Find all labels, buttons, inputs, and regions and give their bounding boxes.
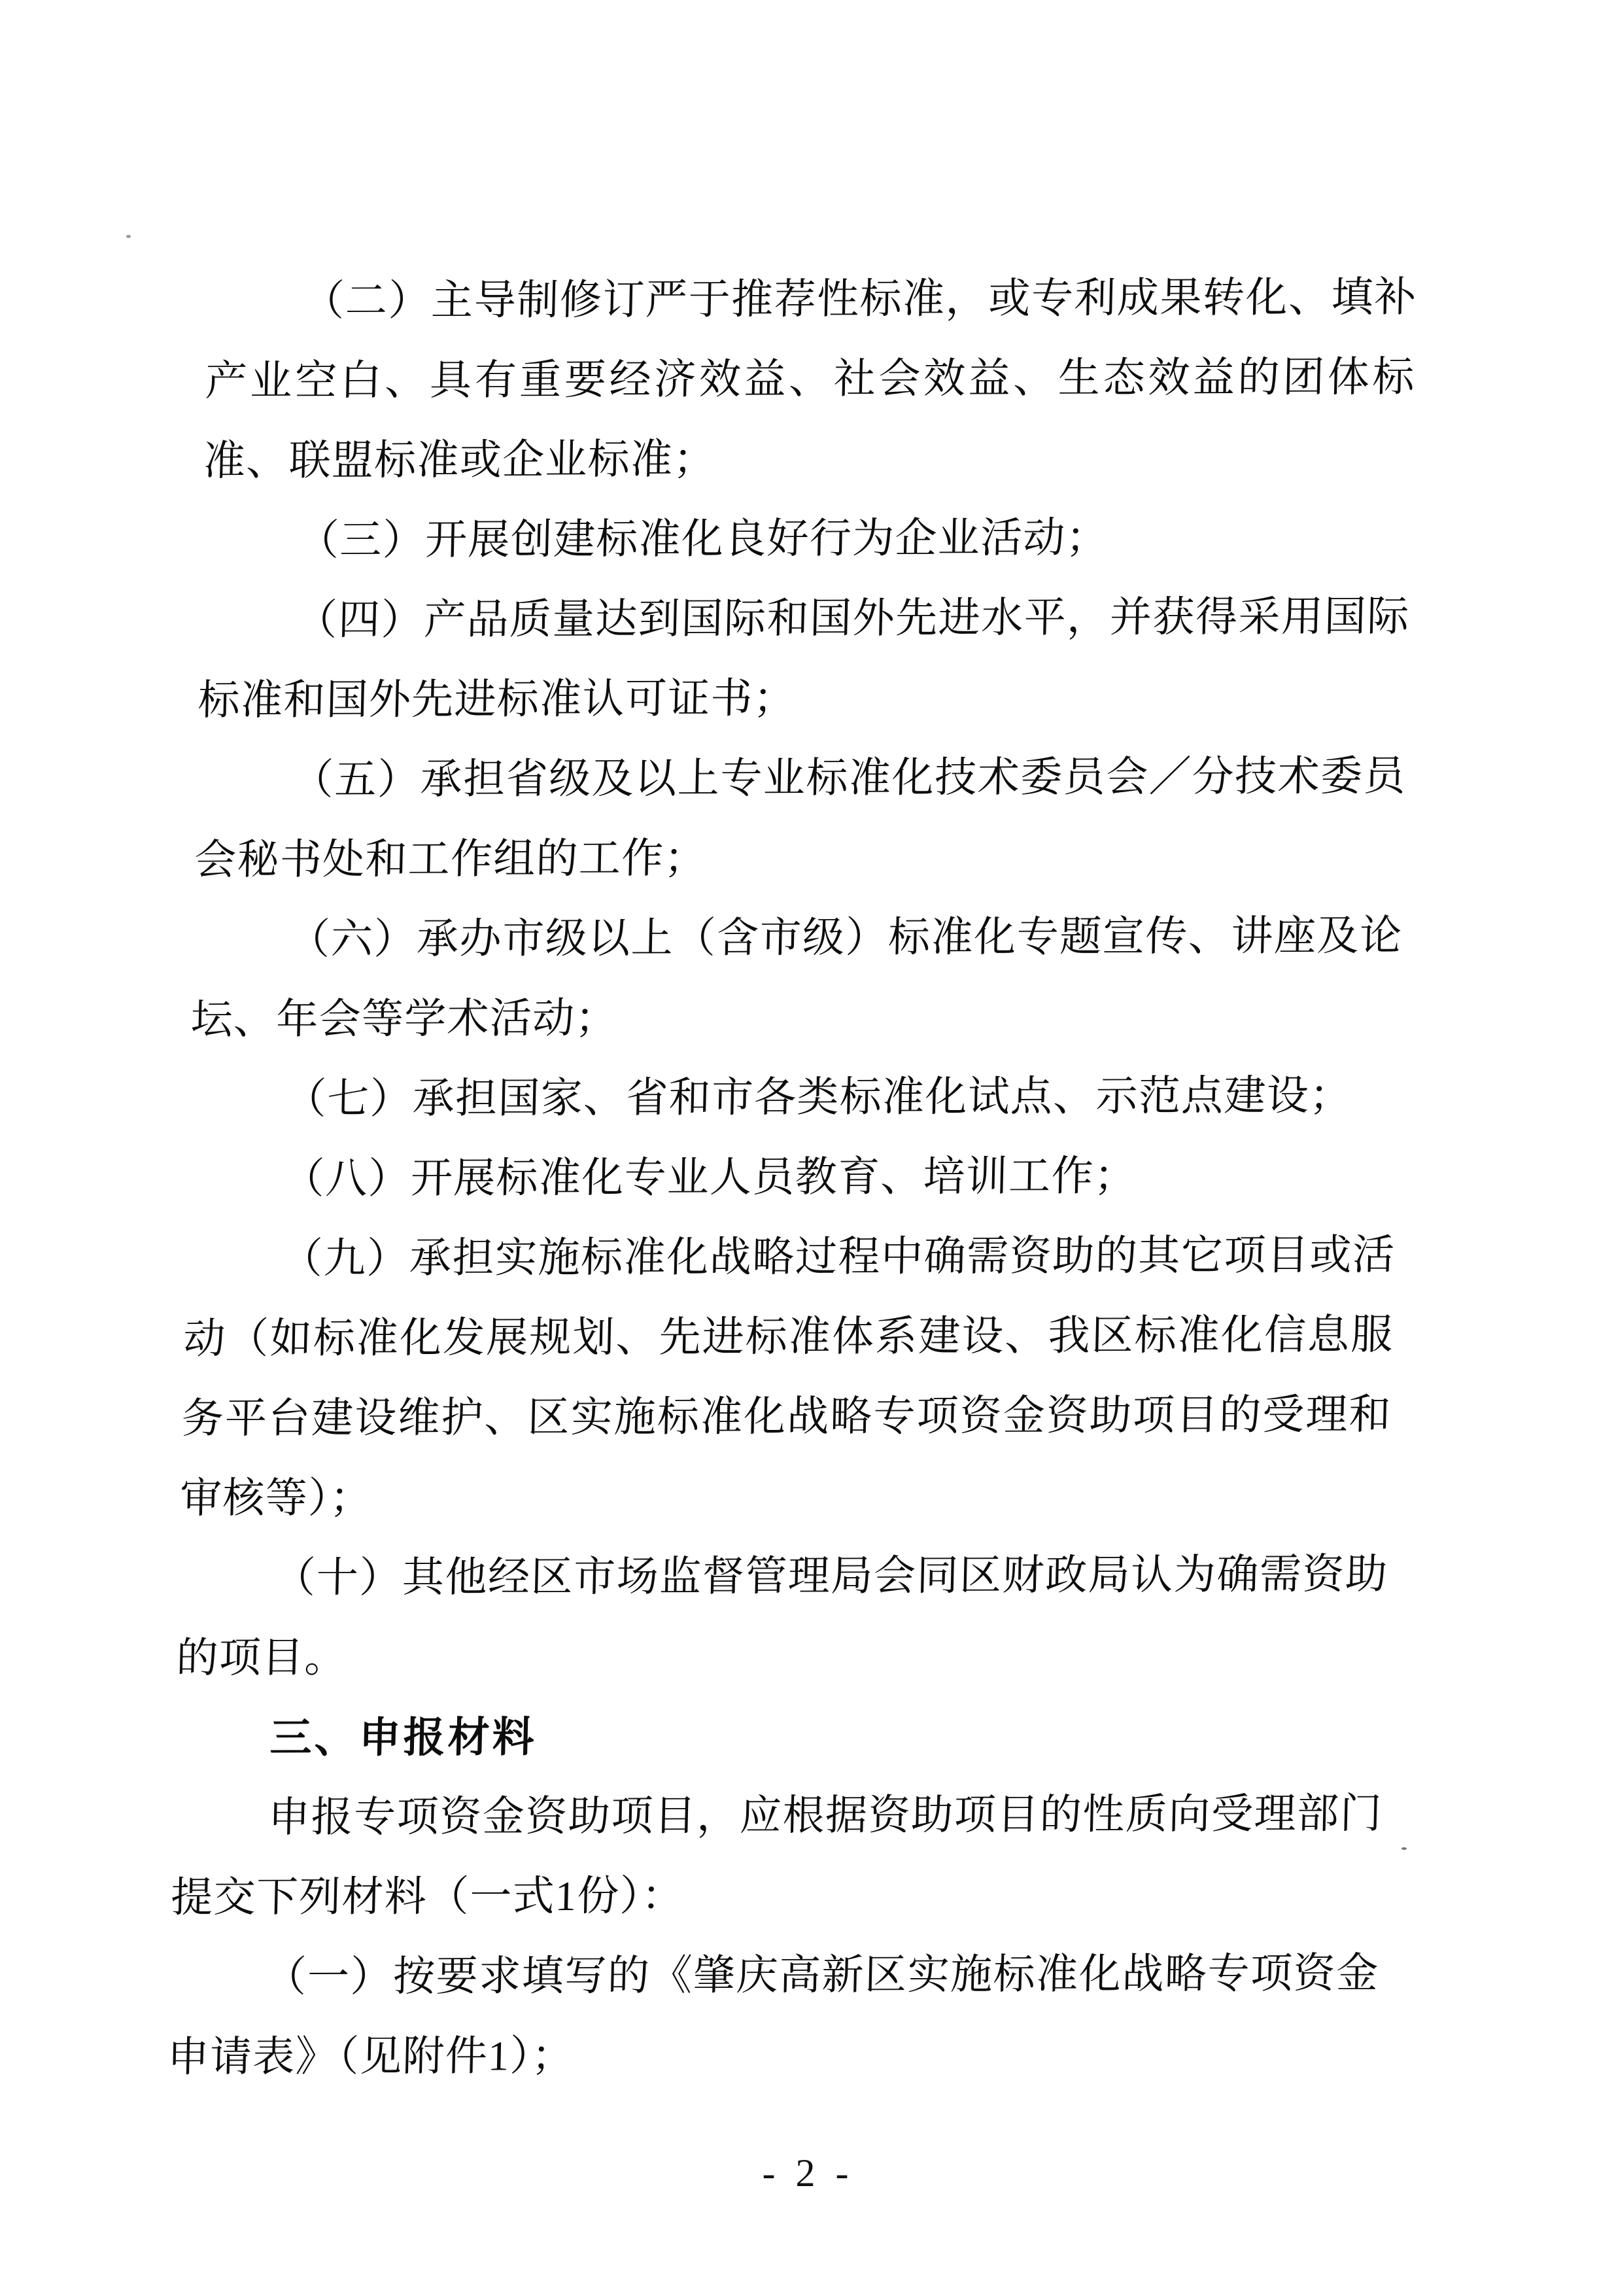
clause-8-paragraph: （八）开展标准化专业人员教育、培训工作；	[282, 1153, 1137, 1202]
scan-speck	[126, 235, 131, 238]
section-3-heading: 三、申报材料	[269, 1713, 538, 1762]
clause-10-paragraph: （十）其他经区市场监督管理局会同区财政局认为确需资助的项目。	[175, 1550, 1389, 1682]
clause-7-paragraph: （七）承担国家、省和市各类标准化试点、示范点建设；	[284, 1071, 1353, 1122]
clause-6-paragraph: （六）承办市级以上（含市级）标准化专题宣传、讲座及论坛、年会等学术活动；	[190, 912, 1403, 1043]
document-body	[166, 258, 1418, 2098]
clause-1-paragraph: （一）按要求填写的《肇庆高新区实施标准化战略专项资金申请表》（见附件1）；	[166, 1949, 1380, 2081]
clause-4-paragraph: （四）产品质量达到国际和国外先进水平，并获得采用国际标准和国外先进标准认可证书；	[197, 593, 1411, 724]
clause-2-paragraph: （二）主导制修订严于推荐性标准，或专利成果转化、填补产业空白、具有重要经济效益、社会效益、生态效益的团体标准、联盟标准或企业标准；	[203, 273, 1418, 485]
clause-3-paragraph: （三）开展创建标准化良好行为企业活动；	[296, 514, 1109, 564]
clause-9-paragraph: （九）承担实施标准化战略过程中确需资助的其它项目或活动（如标准化发展规划、先进标准体系建设、我区标准化信息服务平台建设维护、区实施标准化战略专项资金资助项目的受理和审核等）；	[179, 1231, 1396, 1522]
clause-5-paragraph: （五）承担省级及以上专业标准化技术委员会／分技术委员会秘书处和工作组的工作；	[194, 752, 1407, 884]
scan-speck	[1401, 1847, 1407, 1850]
materials-intro-paragraph: 申报专项资金资助项目，应根据资助项目的性质向受理部门提交下列材料（一式1份）：	[170, 1790, 1383, 1921]
page-number: - 2 -	[762, 2151, 854, 2195]
